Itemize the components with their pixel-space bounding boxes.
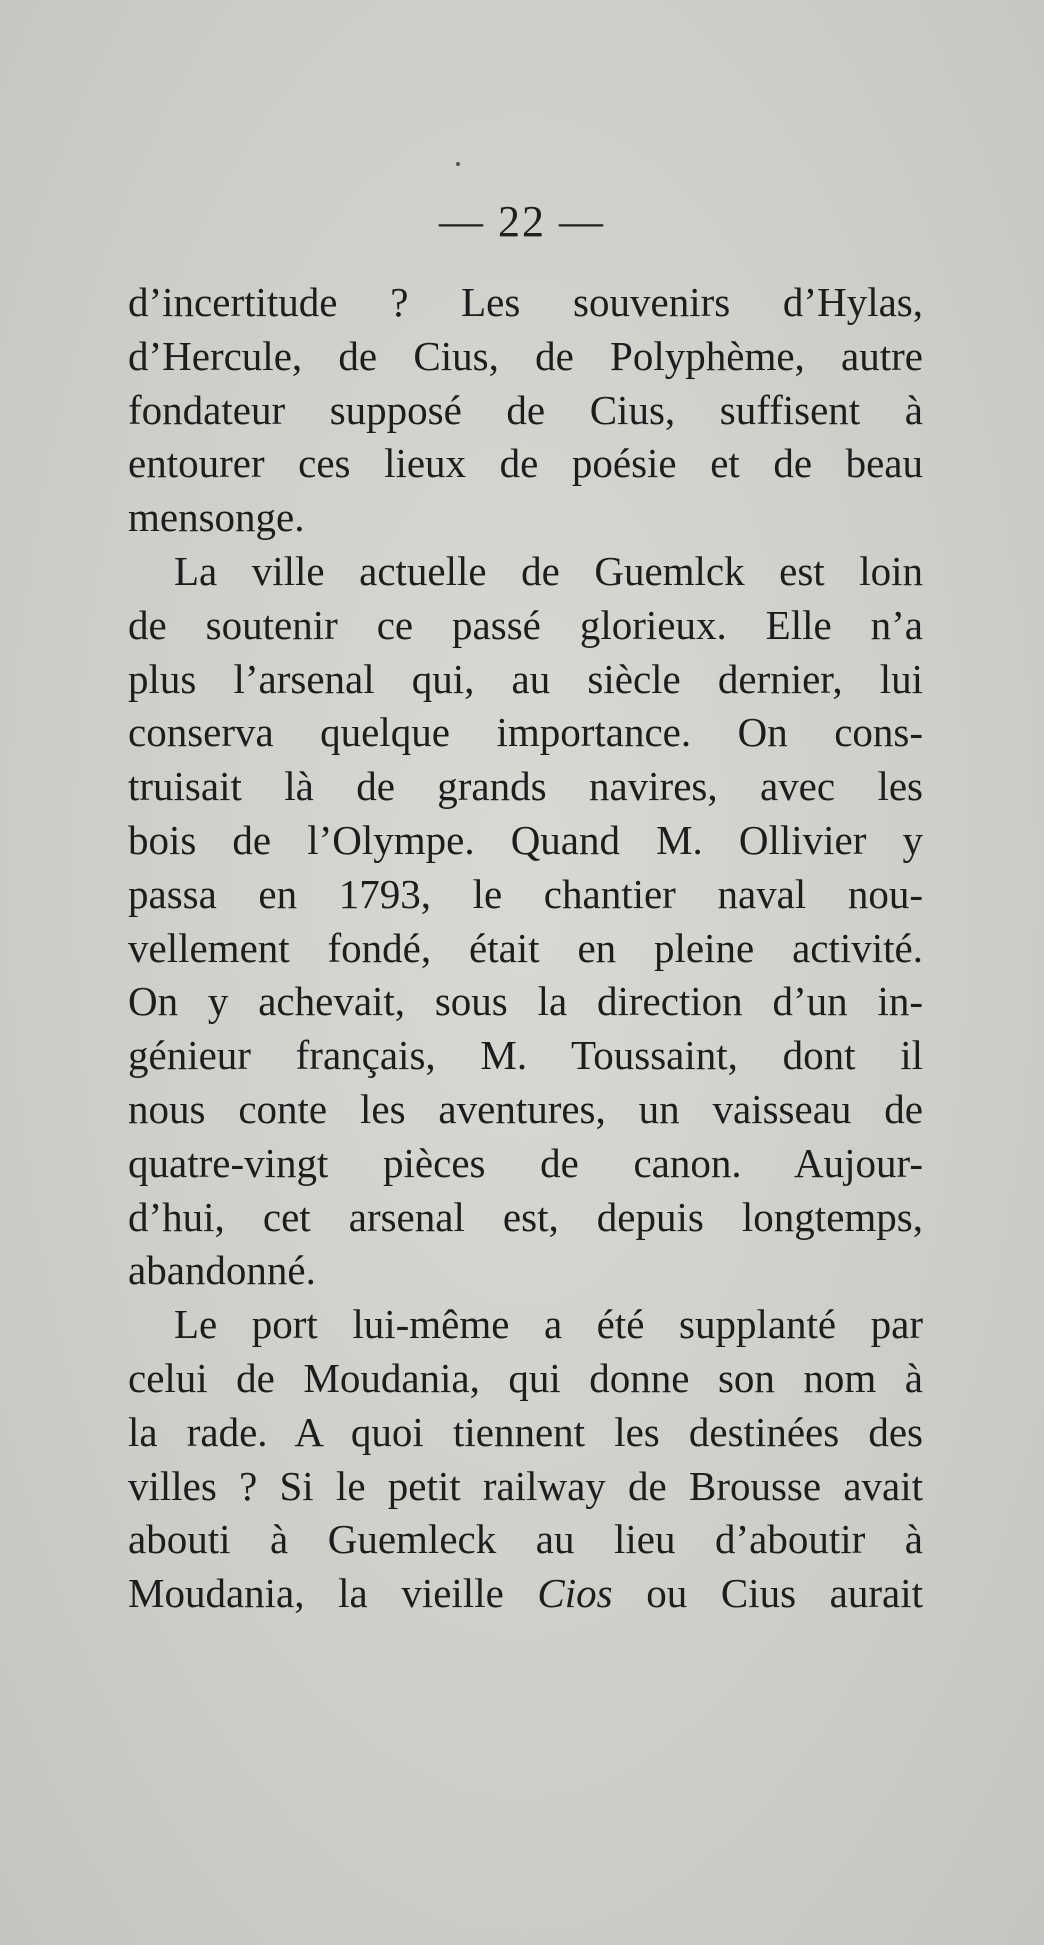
text-segment: ou Cius aurait (612, 1570, 923, 1617)
text-line: quatre-vingt pièces de canon. Aujour- (128, 1139, 923, 1186)
text-line: conserva quelque importance. On cons- (128, 709, 923, 756)
italic-word: Cios (537, 1570, 613, 1617)
text-line: fondateur supposé de Cius, suffisent à (128, 386, 923, 433)
text-line: plus l’arsenal qui, au siècle dernier, lui (128, 655, 923, 702)
text-line: La ville actuelle de Guemlck est loin (174, 547, 923, 594)
text-line: d’hui, cet arsenal est, depuis longtemps, (128, 1193, 923, 1240)
text-line: truisait là de grands navires, avec les (128, 763, 923, 810)
text-line: bois de l’Olympe. Quand M. Ollivier y (128, 816, 923, 863)
text-line: abandonné. (128, 1247, 316, 1294)
text-line: passa en 1793, le chantier naval nou- (128, 870, 923, 917)
text-line: d’Hercule, de Cius, de Polyphème, autre (128, 332, 923, 379)
text-line: abouti à Guemleck au lieu d’aboutir à (128, 1516, 923, 1563)
text-line (128, 1567, 923, 1621)
text-line: génieur français, M. Toussaint, dont il (128, 1032, 923, 1079)
text-line: mensonge. (128, 494, 305, 541)
text-line: Le port lui-même a été supplanté par (174, 1301, 923, 1348)
text-segment: Moudania, la vieille (128, 1570, 538, 1617)
text-line: de soutenir ce passé glorieux. Elle n’a (128, 601, 923, 648)
ink-speck (456, 162, 460, 166)
text-line: la rade. A quoi tiennent les destinées des (128, 1408, 923, 1455)
body-text (128, 276, 923, 1621)
text-line: villes ? Si le petit railway de Brousse avait (128, 1462, 923, 1509)
text-line: entourer ces lieux de poésie et de beau (128, 440, 923, 487)
text-line: vellement fondé, était en pleine activité. (128, 924, 923, 971)
text-line: celui de Moudania, qui donne son nom à (128, 1354, 923, 1401)
text-line: d’incertitude ? Les souvenirs d’Hylas, (128, 279, 923, 325)
text-line: nous conte les aventures, un vaisseau de (128, 1085, 923, 1132)
page-number: — 22 — (439, 197, 605, 246)
text-line: On y achevait, sous la direction d’un in- (128, 978, 923, 1025)
